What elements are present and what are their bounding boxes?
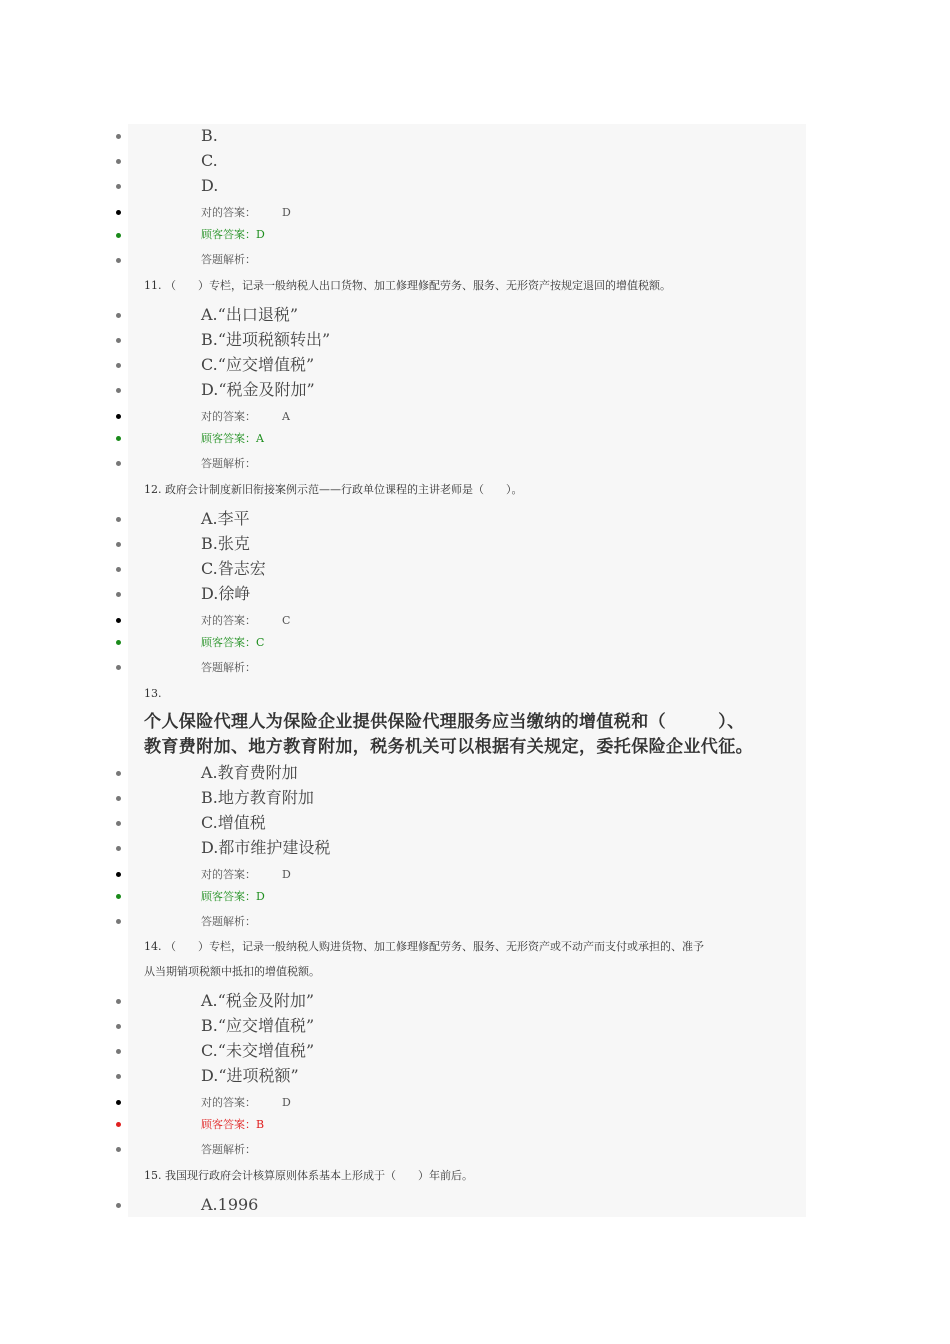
question-14-line-2: 从当期销项税额中抵扣的增值税额。	[144, 965, 320, 978]
question-13-text	[144, 710, 814, 760]
option-b[interactable]: B.	[201, 126, 218, 145]
option-d[interactable]: D.	[201, 176, 219, 195]
correct-answer: 对的答案： D	[201, 206, 291, 219]
answer-analysis: 答题解析：	[201, 915, 256, 928]
list-bullet	[116, 436, 121, 441]
list-bullet	[116, 338, 121, 343]
option-c[interactable]: C.昝志宏	[201, 559, 266, 578]
correct-answer: 对的答案： C	[201, 614, 291, 627]
list-bullet	[116, 210, 121, 215]
option-a[interactable]: A.“税金及附加”	[201, 991, 315, 1010]
correct-answer: 对的答案： D	[201, 1096, 291, 1109]
option-d[interactable]: D.徐峥	[201, 584, 251, 603]
list-bullet	[116, 846, 121, 851]
option-c[interactable]: C.	[201, 151, 218, 170]
list-bullet	[116, 821, 121, 826]
list-bullet	[116, 258, 121, 263]
list-bullet	[116, 796, 121, 801]
customer-answer: 顾客答案：D	[201, 890, 265, 903]
question-15-text: 15. 我国现行政府会计核算原则体系基本上形成于（ ）年前后。	[144, 1169, 473, 1182]
list-bullet	[116, 665, 121, 670]
list-bullet	[116, 159, 121, 164]
correct-answer: 对的答案： A	[201, 410, 290, 423]
list-bullet	[116, 872, 121, 877]
option-b[interactable]: B.地方教育附加	[201, 788, 314, 807]
option-a[interactable]: A.教育费附加	[201, 763, 298, 782]
list-bullet	[116, 363, 121, 368]
customer-answer: 顾客答案：A	[201, 432, 264, 445]
list-bullet	[116, 1074, 121, 1079]
answer-analysis: 答题解析：	[201, 1143, 256, 1156]
list-bullet	[116, 134, 121, 139]
answer-analysis: 答题解析：	[201, 457, 256, 470]
question-13-number: 13.	[144, 687, 162, 700]
answer-analysis: 答题解析：	[201, 253, 256, 266]
question-12-text: 12. 政府会计制度新旧衔接案例示范——行政单位课程的主讲老师是（ ）。	[144, 483, 523, 496]
list-bullet	[116, 313, 121, 318]
option-a[interactable]: A.“出口退税”	[201, 305, 299, 324]
customer-answer: 顾客答案：D	[201, 228, 265, 241]
list-bullet	[116, 771, 121, 776]
question-13-line-1: 个人保险代理人为保险企业提供保险代理服务应当缴纳的增值税和（ ）、	[144, 712, 745, 732]
list-bullet	[116, 542, 121, 547]
list-bullet	[116, 517, 121, 522]
list-bullet	[116, 567, 121, 572]
list-bullet	[116, 640, 121, 645]
correct-answer: 对的答案： D	[201, 868, 291, 881]
customer-answer: 顾客答案：B	[201, 1118, 265, 1131]
option-c[interactable]: C.“未交增值税”	[201, 1041, 315, 1060]
option-a[interactable]: A.1996	[201, 1195, 259, 1214]
customer-answer: 顾客答案：C	[201, 636, 265, 649]
list-bullet	[116, 233, 121, 238]
list-bullet	[116, 592, 121, 597]
list-bullet	[116, 1100, 121, 1105]
list-bullet	[116, 1024, 121, 1029]
option-d[interactable]: D.都市维护建设税	[201, 838, 331, 857]
list-bullet	[116, 184, 121, 189]
option-c[interactable]: C.“应交增值税”	[201, 355, 315, 374]
list-bullet	[116, 1049, 121, 1054]
option-b[interactable]: B.“进项税额转出”	[201, 330, 331, 349]
question-14-line-1: 14. （ ）专栏，记录一般纳税人购进货物、加工修理修配劳务、服务、无形资产或不动产而支付或承担的、准予	[144, 940, 704, 953]
option-b[interactable]: B.“应交增值税”	[201, 1016, 315, 1035]
list-bullet	[116, 1147, 121, 1152]
list-bullet	[116, 1122, 121, 1127]
question-13-line-2: 教育费附加、地方教育附加，税务机关可以根据有关规定，委托保险企业代征。	[144, 737, 753, 757]
list-bullet	[116, 999, 121, 1004]
list-bullet	[116, 1203, 121, 1208]
option-d[interactable]: D.“进项税额”	[201, 1066, 299, 1085]
option-c[interactable]: C.增值税	[201, 813, 266, 832]
list-bullet	[116, 919, 121, 924]
option-a[interactable]: A.李平	[201, 509, 250, 528]
option-b[interactable]: B.张克	[201, 534, 250, 553]
answer-analysis: 答题解析：	[201, 661, 256, 674]
list-bullet	[116, 414, 121, 419]
list-bullet	[116, 894, 121, 899]
list-bullet	[116, 461, 121, 466]
option-d[interactable]: D.“税金及附加”	[201, 380, 315, 399]
list-bullet	[116, 618, 121, 623]
list-bullet	[116, 388, 121, 393]
question-11-text: 11. （ ）专栏，记录一般纳税人出口货物、加工修理修配劳务、服务、无形资产按规定退回的增值税额。	[144, 279, 671, 292]
